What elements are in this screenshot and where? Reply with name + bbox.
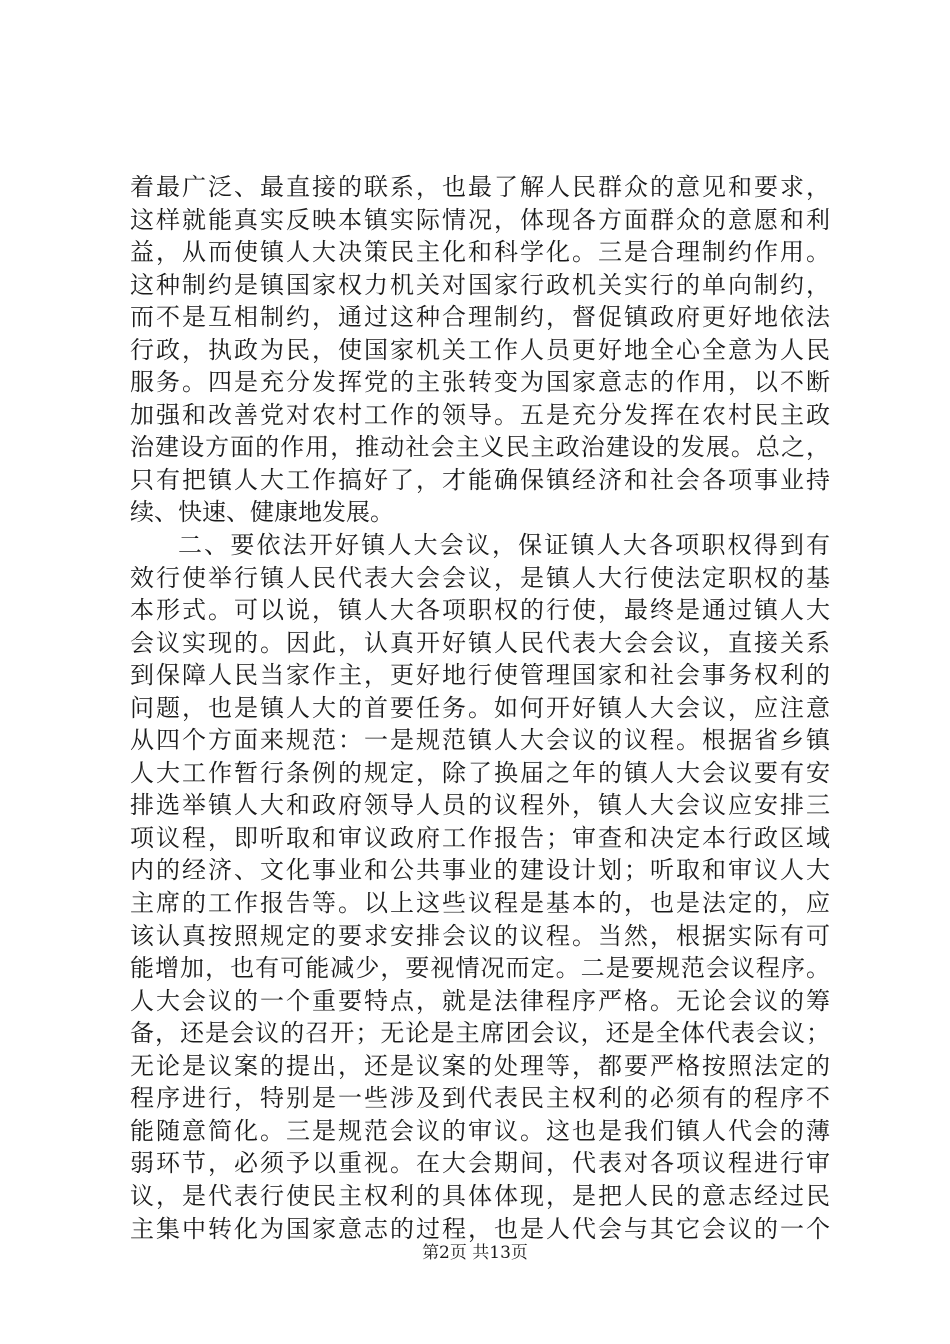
text-line: 程序进行，特别是一些涉及到代表民主权利的必须有的程序不 xyxy=(130,1084,830,1113)
body-text xyxy=(130,171,830,1245)
text-line: 排选举镇人大和政府领导人员的议程外，镇人大会议应安排三 xyxy=(130,791,830,820)
text-line: 行政，执政为民，使国家机关工作人员更好地全心全意为人民 xyxy=(130,335,830,364)
text-line: 服务。四是充分发挥党的主张转变为国家意志的作用，以不断 xyxy=(130,368,830,397)
text-line: 会议实现的。因此，认真开好镇人民代表大会会议，直接关系 xyxy=(130,628,830,657)
text-line: 从四个方面来规范：一是规范镇人大会议的议程。根据省乡镇 xyxy=(130,726,830,755)
text-line: 弱环节，必须予以重视。在大会期间，代表对各项议程进行审 xyxy=(130,1149,830,1178)
text-line: 只有把镇人大工作搞好了，才能确保镇经济和社会各项事业持 xyxy=(130,465,830,494)
text-line: 治建设方面的作用，推动社会主义民主政治建设的发展。总之， xyxy=(130,433,830,462)
section-heading-line: 二、要依法开好镇人大会议，保证镇人大各项职权得到有 xyxy=(178,531,830,560)
text-line: 着最广泛、最直接的联系，也最了解人民群众的意见和要求， xyxy=(130,173,830,201)
text-line: 加强和改善党对农村工作的领导。五是充分发挥在农村民主政 xyxy=(130,400,830,429)
text-line: 无论是议案的提出，还是议案的处理等，都要严格按照法定的 xyxy=(130,1051,830,1080)
text-line: 效行使举行镇人民代表大会会议，是镇人大行使法定职权的基 xyxy=(130,563,830,592)
text-line: 续、快速、健康地发展。 xyxy=(130,498,394,527)
text-line: 备，还是会议的召开；无论是主席团会议，还是全体代表会议； xyxy=(130,1019,830,1048)
page-number-footer: 第2页 共13页 xyxy=(422,1243,528,1263)
text-line: 这样就能真实反映本镇实际情况，体现各方面群众的意愿和利 xyxy=(130,205,830,234)
text-line: 这种制约是镇国家权力机关对国家行政机关实行的单向制约， xyxy=(130,270,830,299)
text-line: 主集中转化为国家意志的过程，也是人代会与其它会议的一个 xyxy=(130,1214,830,1243)
text-line: 内的经济、文化事业和公共事业的建设计划；听取和审议人大 xyxy=(130,856,830,885)
text-line: 到保障人民当家作主，更好地行使管理国家和社会事务权利的 xyxy=(130,661,830,690)
text-line: 人大工作暂行条例的规定，除了换届之年的镇人大会议要有安 xyxy=(130,758,830,787)
text-line: 项议程，即听取和审议政府工作报告；审查和决定本行政区域 xyxy=(130,823,830,852)
text-line: 人大会议的一个重要特点，就是法律程序严格。无论会议的筹 xyxy=(130,986,830,1015)
text-line: 主席的工作报告等。以上这些议程是基本的，也是法定的，应 xyxy=(130,889,830,918)
text-line: 该认真按照规定的要求安排会议的议程。当然，根据实际有可 xyxy=(130,921,830,950)
text-line: 议，是代表行使民主权利的具体体现，是把人民的意志经过民 xyxy=(130,1181,830,1210)
text-line: 本形式。可以说，镇人大各项职权的行使，最终是通过镇人大 xyxy=(130,596,830,625)
text-line: 而不是互相制约，通过这种合理制约，督促镇政府更好地依法 xyxy=(130,303,830,332)
text-line: 能随意简化。三是规范会议的审议。这也是我们镇人代会的薄 xyxy=(130,1116,830,1145)
text-line: 能增加，也有可能减少，要视情况而定。二是要规范会议程序。 xyxy=(130,954,830,983)
text-line: 益，从而使镇人大决策民主化和科学化。三是合理制约作用。 xyxy=(130,238,830,267)
text-line: 问题，也是镇人大的首要任务。如何开好镇人大会议，应注意 xyxy=(130,693,830,722)
